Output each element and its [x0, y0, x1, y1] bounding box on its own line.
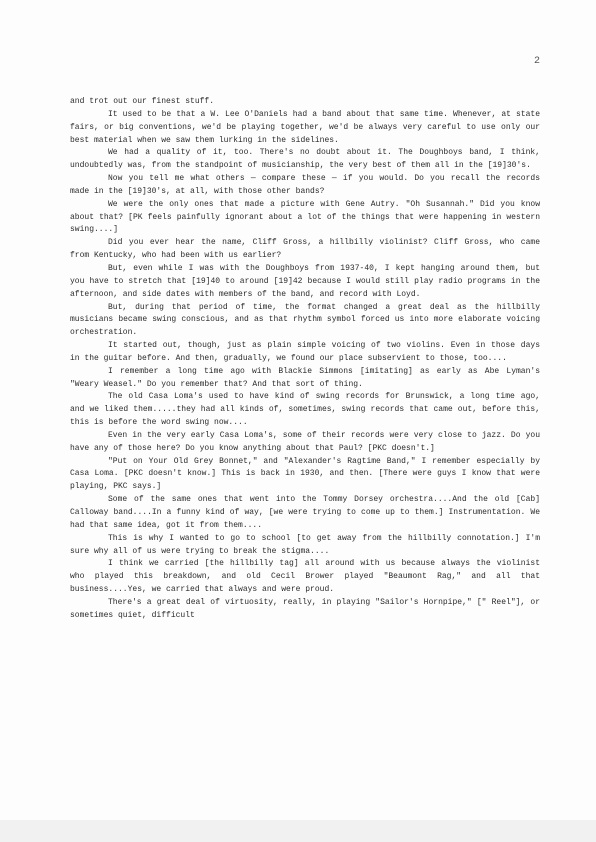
paragraph: Did you ever hear the name, Cliff Gross, a hillbilly violinist? Cliff Gross, who came from Kentucky, who had been with us earlier?: [70, 238, 540, 261]
paragraph: and trot out our finest stuff.: [70, 97, 215, 106]
paragraph: But, even while I was with the Doughboys from 1937-40, I kept hanging around them, but you have to stretch that [19]40 to around [19]42 because I would still play radio programs in the afternoon, and side dates with members of the band, and record with Loyd.: [70, 263, 540, 299]
paragraph: We had a quality of it, too. There's no doubt about it. The Doughboys band, I think, undoubtedly was, from the standpoint of musicianship, the very best of them all in the [19]30's.: [70, 148, 540, 171]
paragraph: We were the only ones that made a picture with Gene Autry. "Oh Susannah." Did you know about that? [PK feels painfully ignorant about a lot of the things that were happening in western swing....]: [70, 199, 540, 235]
paragraph: "Put on Your Old Grey Bonnet," and "Alexander's Ragtime Band," I remember especially by Casa Loma. [PKC doesn't know.] This is back in 1930, and then. [There were guys I know that were playing, PKC says.]: [70, 456, 540, 492]
paragraph: The old Casa Loma's used to have kind of swing records for Brunswick, a long time ago, and we liked them.....they had all kinds of, sometimes, swing records that came out, before this, this is before the word swing now....: [70, 392, 540, 428]
paragraph: Even in the very early Casa Loma's, some of their records were very close to jazz. Do you have any of those here? Do you know anything about that Paul? [PKC doesn't.]: [70, 430, 540, 453]
paragraph: This is why I wanted to go to school [to get away from the hillbilly connotation.] I'm sure why all of us were trying to break the stigma....: [70, 533, 540, 556]
paragraph: It used to be that a W. Lee O'Daniels had a band about that same time. Whenever, at state fairs, or big conventions, we'd be playing together, we'd be always very careful to use only our best material when we saw them lurking in the sidelines.: [70, 109, 540, 145]
transcript-body: [70, 96, 540, 623]
paragraph: I think we carried [the hillbilly tag] all around with us because always the violinist who played this breakdown, and old Cecil Brower played "Beaumont Rag," and all that business....Yes, we carried that always and were proud.: [70, 559, 540, 595]
paragraph: But, during that period of time, the format changed a great deal as the hillbilly musicians became swing conscious, and as that rhythm symbol forced us into more elaborate voicing orchestration.: [70, 302, 540, 338]
paragraph: Some of the same ones that went into the Tommy Dorsey orchestra....And the old [Cab] Calloway band....In a funny kind of way, [we were trying to come up to them.] Instrumentation. We had that same idea, got it from them....: [70, 495, 540, 530]
paragraph: There's a great deal of virtuosity, really, in playing "Sailor's Hornpipe," [" Reel"], or sometimes quiet, difficult: [70, 597, 540, 620]
paragraph: It started out, though, just as plain simple voicing of two violins. Even in those days in the guitar before. And then, gradually, we found our place subservient to those, too....: [70, 341, 540, 363]
paragraph: I remember a long time ago with Blackie Simmons [imitating] as early as Abe Lyman's "Weary Weasel." Do you remember that? And that sort of thing.: [70, 366, 540, 389]
scan-bottom-margin: [0, 820, 596, 842]
page-number: 2: [534, 56, 541, 67]
paragraph: Now you tell me what others — compare these — if you would. Do you recall the records made in the [19]30's, at all, with those other bands?: [70, 174, 540, 196]
